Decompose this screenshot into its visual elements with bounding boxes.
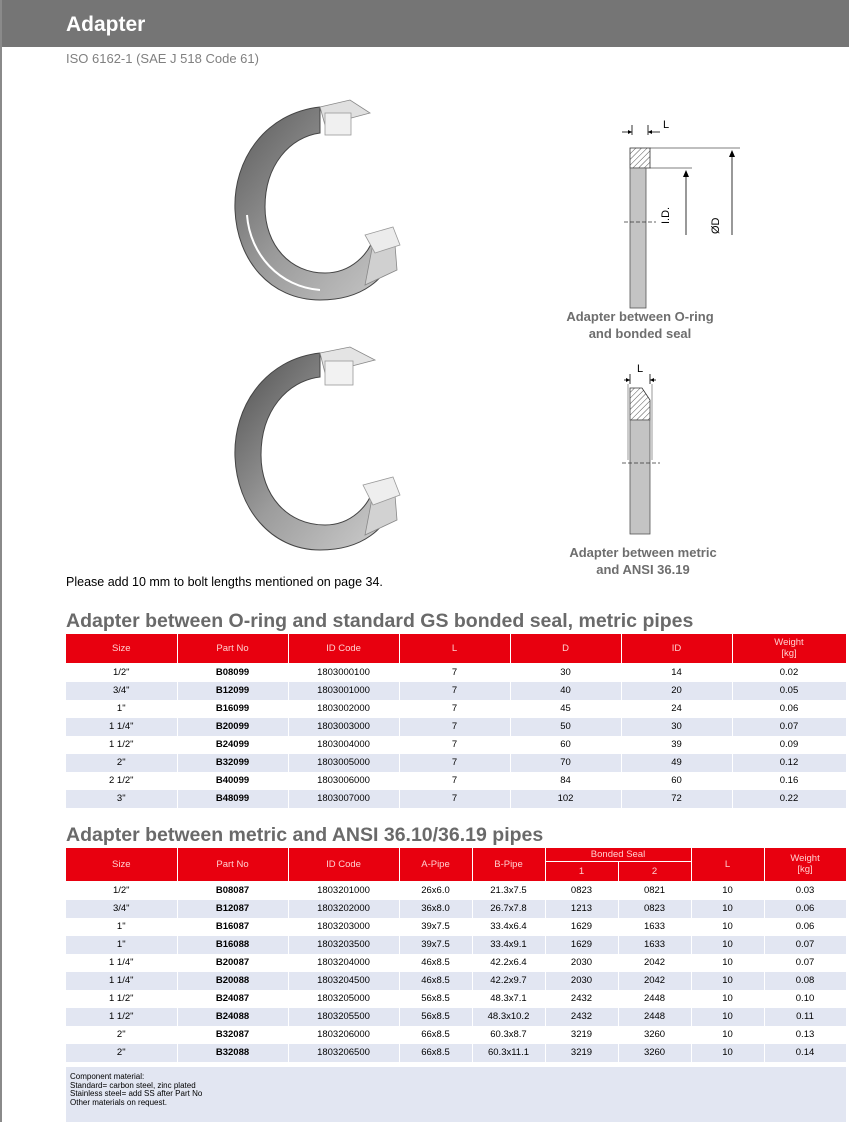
table-cell: 0.10 [764, 990, 846, 1008]
table-cell: B16099 [177, 700, 288, 718]
table-cell: 39 [621, 736, 732, 754]
table-cell: B12087 [177, 900, 288, 918]
table-cell: 1 1/4" [66, 718, 177, 736]
table-cell: B08087 [177, 881, 288, 900]
table-cell: 45 [510, 700, 621, 718]
table-cell: 46x8.5 [399, 954, 472, 972]
t2-header-idcode: ID Code [288, 848, 399, 881]
table-cell: 0.03 [764, 881, 846, 900]
bolt-length-note: Please add 10 mm to bolt lengths mentioned on page 34. [66, 575, 383, 589]
table-cell: 1803206000 [288, 1026, 399, 1044]
table-cell: 1803203500 [288, 936, 399, 954]
table-cell: 7 [399, 663, 510, 682]
dimension-label-L-2: L [637, 363, 644, 375]
t1-header-size: Size [66, 634, 177, 663]
table-cell: 0.13 [764, 1026, 846, 1044]
table-cell: 10 [691, 1044, 764, 1062]
table-cell: 1 1/4" [66, 954, 177, 972]
table-row [66, 663, 846, 682]
table-cell: 1213 [545, 900, 618, 918]
t2-header-weight-label: Weight [790, 853, 820, 865]
cross-section-drawing-1 [600, 110, 750, 310]
table-cell: 3219 [545, 1026, 618, 1044]
table-cell: 7 [399, 790, 510, 808]
table-cell: 2432 [545, 990, 618, 1008]
table-cell: B24099 [177, 736, 288, 754]
table-row [66, 1044, 846, 1062]
material-footnote [66, 1067, 846, 1122]
table-row [66, 736, 846, 754]
table-cell: 1629 [545, 918, 618, 936]
table-cell: 33.4x9.1 [472, 936, 545, 954]
adapter-ring-illustration-2 [225, 345, 405, 555]
t2-header-weight [764, 848, 846, 881]
table-cell: B24088 [177, 1008, 288, 1026]
table-cell: 3260 [618, 1044, 691, 1062]
table-cell: 1803000100 [288, 663, 399, 682]
table-cell: B12099 [177, 682, 288, 700]
table-cell: 7 [399, 718, 510, 736]
table-cell: 0.22 [732, 790, 846, 808]
table-row [66, 972, 846, 990]
table-row [66, 772, 846, 790]
table-row [66, 718, 846, 736]
table-cell: 2 1/2" [66, 772, 177, 790]
table-cell: 1803204500 [288, 972, 399, 990]
table-row [66, 900, 846, 918]
table-cell: 0.02 [732, 663, 846, 682]
caption-2-line-2: and ANSI 36.19 [596, 562, 690, 577]
table2 [66, 848, 847, 1062]
table-cell: 10 [691, 900, 764, 918]
table-cell: 0.07 [764, 954, 846, 972]
dimension-label-ID: I.D. [660, 206, 672, 224]
table-cell: 1803204000 [288, 954, 399, 972]
table-cell: 10 [691, 936, 764, 954]
dimension-label-OD: ØD [710, 217, 722, 234]
table-cell: 66x8.5 [399, 1044, 472, 1062]
table-cell: 1633 [618, 936, 691, 954]
table-cell: 7 [399, 736, 510, 754]
table-cell: 3/4" [66, 900, 177, 918]
table-cell: 49 [621, 754, 732, 772]
table-cell: 1803203000 [288, 918, 399, 936]
drawing-caption-1 [540, 308, 740, 342]
table-cell: 48.3x7.1 [472, 990, 545, 1008]
table-cell: 7 [399, 772, 510, 790]
table-cell: 0.11 [764, 1008, 846, 1026]
table-cell: 3260 [618, 1026, 691, 1044]
table-cell: B20088 [177, 972, 288, 990]
table-cell: 1803006000 [288, 772, 399, 790]
page-subtitle: ISO 6162-1 (SAE J 518 Code 61) [66, 51, 259, 66]
t2-header-seal-1: 1 [545, 861, 618, 881]
t1-header-weight-unit: [kg] [781, 648, 797, 660]
table-cell: 21.3x7.5 [472, 881, 545, 900]
table-cell: 0.06 [732, 700, 846, 718]
table-cell: 1803002000 [288, 700, 399, 718]
table-cell: 1803005000 [288, 754, 399, 772]
table-row [66, 1008, 846, 1026]
table-cell: 26x6.0 [399, 881, 472, 900]
table-cell: 7 [399, 682, 510, 700]
table-cell: 2432 [545, 1008, 618, 1026]
table-cell: 1633 [618, 918, 691, 936]
page-title: Adapter [66, 13, 146, 36]
table-cell: 1/2" [66, 663, 177, 682]
table-cell: 0.06 [764, 918, 846, 936]
table-cell: B32099 [177, 754, 288, 772]
table-cell: 33.4x6.4 [472, 918, 545, 936]
table-cell: B32087 [177, 1026, 288, 1044]
table-cell: 10 [691, 990, 764, 1008]
table-row [66, 918, 846, 936]
table-cell: 14 [621, 663, 732, 682]
table-cell: 2448 [618, 1008, 691, 1026]
table-cell: 0.14 [764, 1044, 846, 1062]
table-row [66, 754, 846, 772]
t2-header-weight-unit: [kg] [797, 864, 813, 876]
table-cell: 7 [399, 754, 510, 772]
table-cell: 1803201000 [288, 881, 399, 900]
table-cell: 2030 [545, 954, 618, 972]
table-cell: 3/4" [66, 682, 177, 700]
table-cell: 60 [621, 772, 732, 790]
table-cell: 36x8.0 [399, 900, 472, 918]
cross-section-drawing-2 [600, 360, 700, 540]
table-cell: B40099 [177, 772, 288, 790]
table-cell: 0821 [618, 881, 691, 900]
table-cell: 1803205500 [288, 1008, 399, 1026]
footnote-line: Other materials on request. [70, 1097, 167, 1107]
table-cell: 10 [691, 881, 764, 900]
t2-header-size: Size [66, 848, 177, 881]
table-cell: 10 [691, 972, 764, 990]
table-cell: 60 [510, 736, 621, 754]
table-cell: 0.07 [764, 936, 846, 954]
table-cell: 0.16 [732, 772, 846, 790]
table-cell: 0.07 [732, 718, 846, 736]
table-cell: 40 [510, 682, 621, 700]
table-cell: 60.3x8.7 [472, 1026, 545, 1044]
table-cell: 1803001000 [288, 682, 399, 700]
table-cell: 1 1/2" [66, 736, 177, 754]
table-row [66, 881, 846, 900]
table-cell: 2448 [618, 990, 691, 1008]
table-cell: 48.3x10.2 [472, 1008, 545, 1026]
table-cell: 1803004000 [288, 736, 399, 754]
table-cell: 50 [510, 718, 621, 736]
table-cell: 2030 [545, 972, 618, 990]
adapter-ring-illustration-1 [225, 95, 405, 305]
table-cell: 1/2" [66, 881, 177, 900]
table-cell: 1629 [545, 936, 618, 954]
table-cell: 0.09 [732, 736, 846, 754]
table-cell: 7 [399, 700, 510, 718]
table-cell: B20087 [177, 954, 288, 972]
drawing-caption-2 [543, 544, 743, 578]
table-cell: 1803205000 [288, 990, 399, 1008]
table-cell: 56x8.5 [399, 1008, 472, 1026]
caption-1-line-1: Adapter between O-ring [566, 309, 714, 324]
table-cell: 24 [621, 700, 732, 718]
table-cell: 1803003000 [288, 718, 399, 736]
caption-2-line-1: Adapter between metric [569, 545, 717, 560]
table-cell: 2042 [618, 954, 691, 972]
t1-header-weight [732, 634, 846, 663]
t1-header-L: L [399, 634, 510, 663]
t2-header-L: L [691, 848, 764, 881]
table-cell: 0.05 [732, 682, 846, 700]
left-border [0, 0, 2, 1122]
footnote-line: Stainless steel= add SS after Part No [70, 1089, 203, 1098]
table-cell: 42.2x9.7 [472, 972, 545, 990]
table-cell: 102 [510, 790, 621, 808]
table-cell: B24087 [177, 990, 288, 1008]
table-cell: B08099 [177, 663, 288, 682]
table-cell: 10 [691, 1008, 764, 1026]
table-cell: 30 [621, 718, 732, 736]
t2-header-bonded-seal: Bonded Seal [545, 848, 691, 861]
table-cell: 1" [66, 936, 177, 954]
table-cell: 1 1/2" [66, 1008, 177, 1026]
table-cell: 30 [510, 663, 621, 682]
table-cell: 1" [66, 918, 177, 936]
t1-header-weight-label: Weight [774, 637, 804, 649]
table-row [66, 990, 846, 1008]
table-cell: 0.12 [732, 754, 846, 772]
table-row [66, 936, 846, 954]
table-cell: 70 [510, 754, 621, 772]
table-cell: 1" [66, 700, 177, 718]
table-cell: B16087 [177, 918, 288, 936]
footnote-line: Component material: [70, 1072, 145, 1081]
table-cell: 2" [66, 1026, 177, 1044]
table1 [66, 634, 847, 808]
table-cell: 10 [691, 1026, 764, 1044]
table1-title: Adapter between O-ring and standard GS bonded seal, metric pipes [66, 610, 694, 632]
table-row [66, 700, 846, 718]
t1-header-ID: ID [621, 634, 732, 663]
table-cell: 46x8.5 [399, 972, 472, 990]
table-cell: B48099 [177, 790, 288, 808]
table-cell: 0.08 [764, 972, 846, 990]
table-cell: 60.3x11.1 [472, 1044, 545, 1062]
table-cell: B32088 [177, 1044, 288, 1062]
table-cell: 39x7.5 [399, 918, 472, 936]
table-cell: 1803206500 [288, 1044, 399, 1062]
table-cell: B16088 [177, 936, 288, 954]
table-cell: 56x8.5 [399, 990, 472, 1008]
table-row [66, 954, 846, 972]
table-cell: 2042 [618, 972, 691, 990]
t2-header-partno: Part No [177, 848, 288, 881]
t2-header-seal-2: 2 [618, 861, 691, 881]
table-row [66, 682, 846, 700]
t1-header-D: D [510, 634, 621, 663]
table-row [66, 1026, 846, 1044]
table-cell: 66x8.5 [399, 1026, 472, 1044]
table-cell: 0823 [618, 900, 691, 918]
table-cell: 0.06 [764, 900, 846, 918]
table-cell: 2" [66, 1044, 177, 1062]
t2-header-apipe: A-Pipe [399, 848, 472, 881]
table-cell: 26.7x7.8 [472, 900, 545, 918]
dimension-label-L-1: L [663, 119, 670, 131]
footnote-line: Standard= carbon steel, zinc plated [70, 1080, 196, 1090]
table-cell: 1 1/4" [66, 972, 177, 990]
table-cell: 2" [66, 754, 177, 772]
table-cell: 72 [621, 790, 732, 808]
table-row [66, 790, 846, 808]
table-cell: 3219 [545, 1044, 618, 1062]
table-cell: 84 [510, 772, 621, 790]
table-cell: 0823 [545, 881, 618, 900]
table-cell: 1803007000 [288, 790, 399, 808]
table2-title: Adapter between metric and ANSI 36.10/36.19 pipes [66, 824, 544, 846]
table-cell: 10 [691, 918, 764, 936]
table-cell: 1 1/2" [66, 990, 177, 1008]
t1-header-partno: Part No [177, 634, 288, 663]
table-cell: B20099 [177, 718, 288, 736]
table-cell: 42.2x6.4 [472, 954, 545, 972]
table-cell: 3" [66, 790, 177, 808]
caption-1-line-2: and bonded seal [588, 326, 692, 341]
t1-header-idcode: ID Code [288, 634, 399, 663]
table-cell: 39x7.5 [399, 936, 472, 954]
table-cell: 10 [691, 954, 764, 972]
t2-header-bpipe: B-Pipe [472, 848, 545, 881]
table-cell: 1803202000 [288, 900, 399, 918]
table-cell: 20 [621, 682, 732, 700]
